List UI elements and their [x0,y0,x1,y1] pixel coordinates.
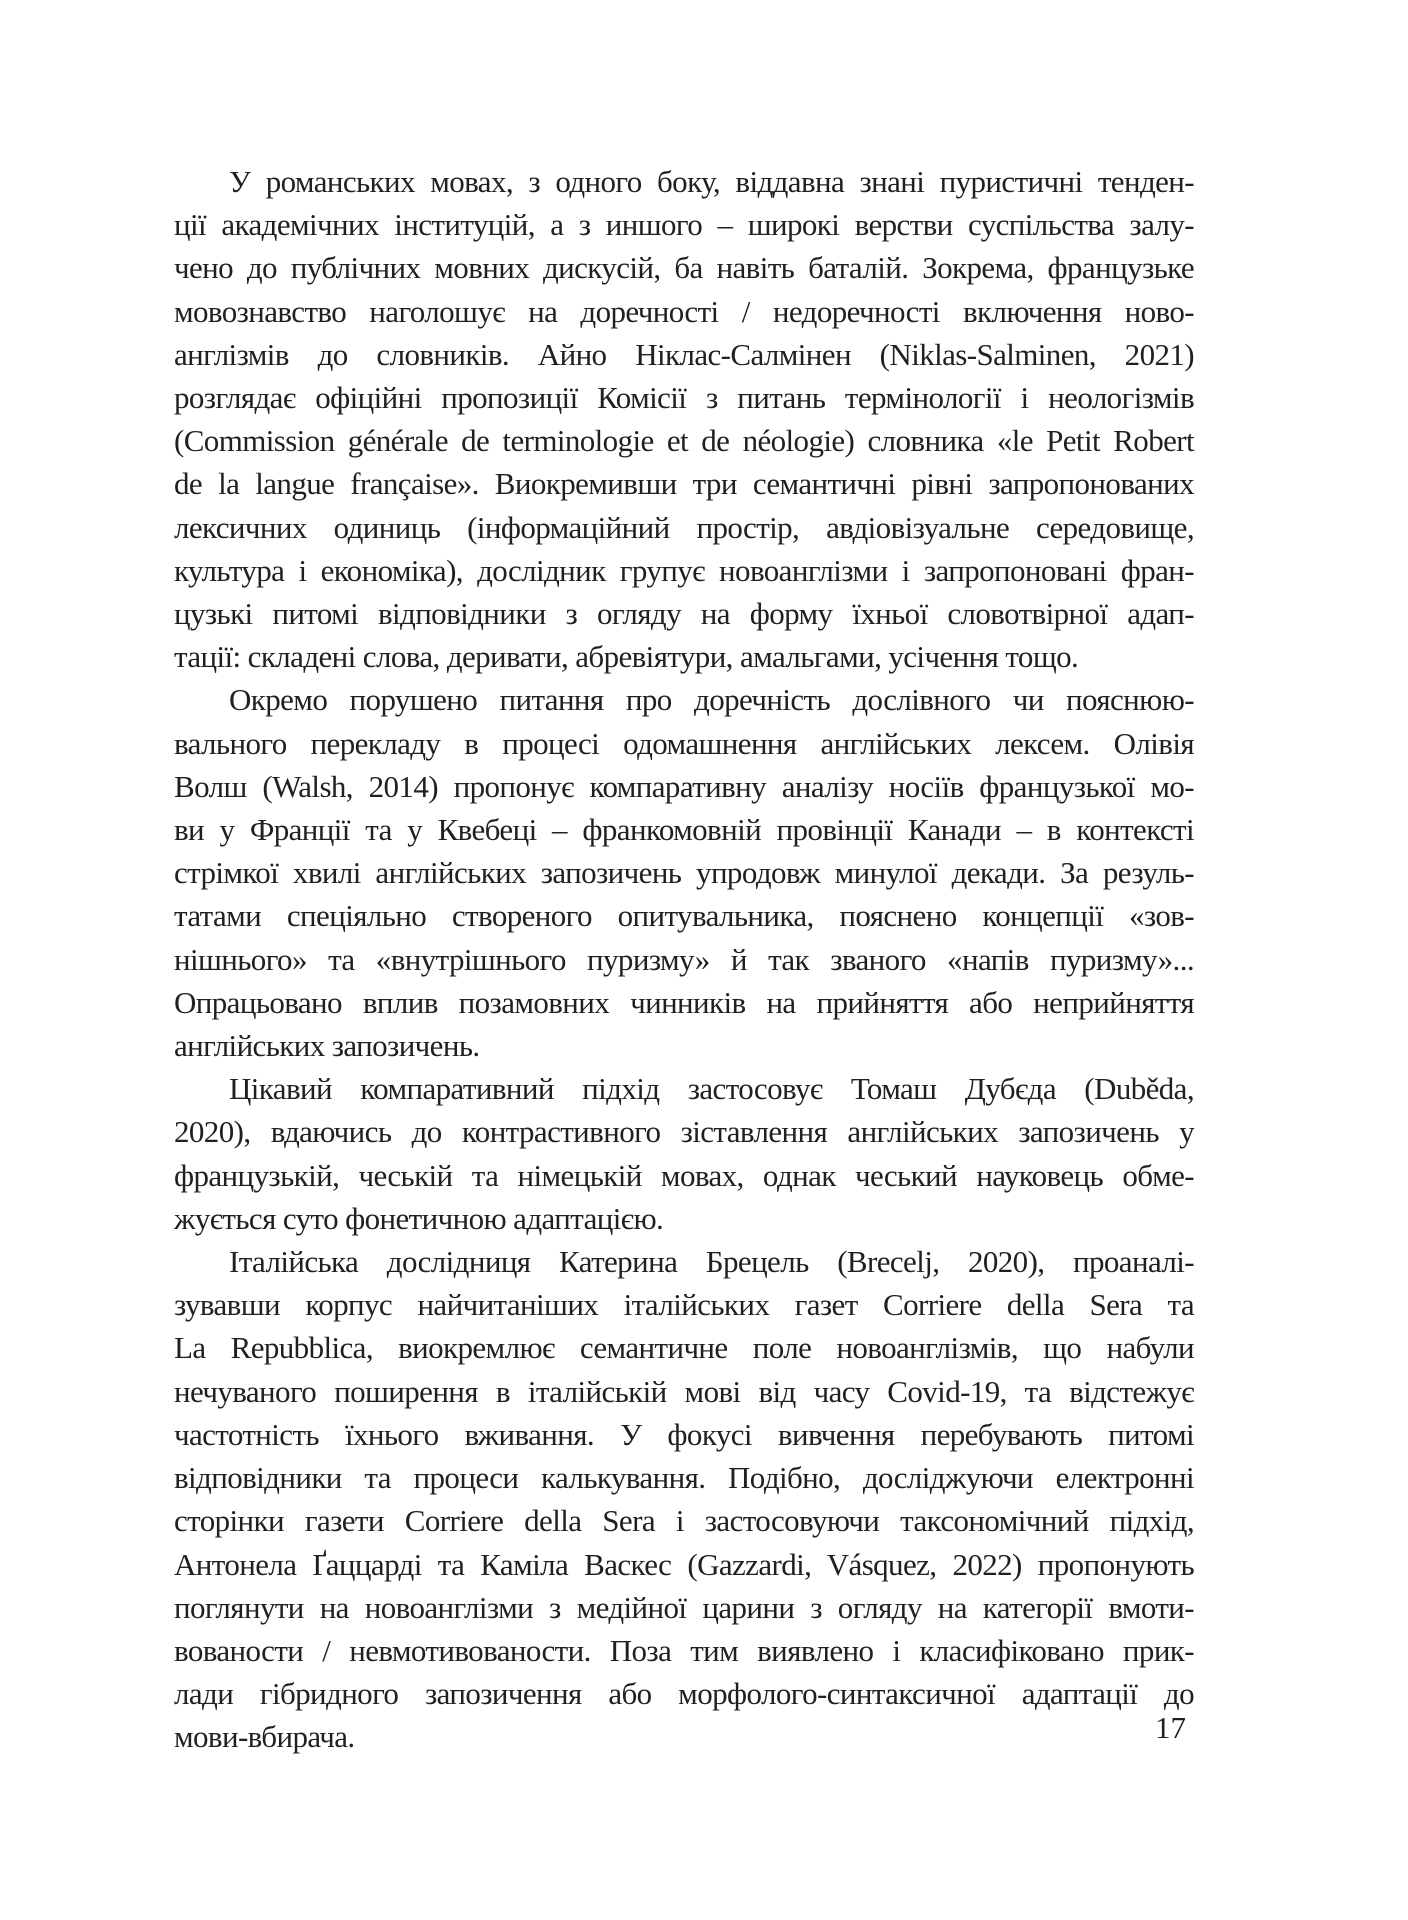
text-line: ції академічних інституцій, а з иншого – широкі верстви суспільства залу- [174,207,1194,243]
document-page [174,160,1194,1759]
text-line: нішнього» та «внутрішнього пуризму» й так званого «напів пуризму»... [174,941,1194,977]
text-line: відповідники та процеси калькування. Подібно, досліджуючи електронні [174,1460,1194,1496]
text-line: лексичних одиниць (інформаційний простір, авдіовізуальне середовище, [174,509,1194,545]
text-line: розглядає офіційні пропозиції Комісії з питань термінології і неологізмів [174,380,1194,416]
paragraph-4 [174,1240,1194,1758]
text-line: сторінки газети Corriere della Sera і застосовуючи таксономічний підхід, [174,1503,1194,1539]
text-line: Окремо порушено питання про доречність дослівного чи пояснюю- [229,682,1194,718]
text-line: мовознавство наголошує на доречності / недоречності включення ново- [174,293,1194,329]
text-line: лади гібридного запозичення або морфолого-синтаксичної адаптації до [174,1676,1194,1712]
page-number: 17 [1155,1710,1186,1745]
text-line: 2020), вдаючись до контрастивного зіставлення англійських запозичень у [174,1114,1194,1150]
text-line: цузькі питомі відповідники з огляду на форму їхньої словотвірної адап- [174,596,1194,632]
text-line: Італійська дослідниця Катерина Брецель (Brecelj, 2020), проаналі- [229,1244,1194,1280]
paragraph-3 [174,1067,1194,1240]
text-line: стрімкої хвилі англійських запозичень упродовж минулої декади. За резуль- [174,855,1194,891]
text-line: (Commission générale de terminologie et de néologie) словника «le Petit Robert [174,423,1194,459]
text-line: англізмів до словників. Айно Ніклас-Салмінен (Niklas-Salminen, 2021) [174,336,1194,372]
text-line: Антонела Ґаццарді та Каміла Васкес (Gazzardi, Vásquez, 2022) пропонують [174,1546,1194,1582]
text-line: жується суто фонетичною адаптацією. [174,1200,664,1236]
paragraph-1 [174,160,1194,678]
text-line: зувавши корпус найчитаніших італійських газет Corriere della Sera та [174,1287,1194,1323]
text-line: La Repubblica, виокремлює семантичне поле новоанглізмів, що набули [174,1330,1194,1366]
text-line: Цікавий компаративний підхід застосовує Томаш Дубєда (Duběda, [229,1071,1194,1107]
text-line: de la langue française». Виокремивши три семантичні рівні запропонованих [174,466,1194,502]
text-line: нечуваного поширення в італійській мові від часу Covid-19, та відстежує [174,1373,1194,1409]
text-line: французькій, чеській та німецькій мовах, однак чеський науковець обме- [174,1157,1194,1193]
paragraph-2 [174,678,1194,1067]
text-line: мови-вбирача. [174,1719,355,1755]
text-line: Волш (Walsh, 2014) пропонує компаративну аналізу носіїв французької мо- [174,768,1194,804]
text-line: частотність їхнього вживання. У фокусі вивчення перебувають питомі [174,1416,1194,1452]
text-line: тації: складені слова, деривати, абревіятури, амальгами, усічення тощо. [174,639,1079,675]
text-line: вального перекладу в процесі одомашнення англійських лексем. Олівія [174,725,1194,761]
text-line: вованости / невмотивованости. Поза тим виявлено і класифіковано прик- [174,1632,1194,1668]
text-line: чено до публічних мовних дискусій, ба навіть баталій. Зокрема, французьке [174,250,1194,286]
text-line: Опрацьовано вплив позамовних чинників на прийняття або неприйняття [174,984,1194,1020]
text-line: поглянути на новоанглізми з медійної царини з огляду на категорії вмоти- [174,1589,1194,1625]
text-line: У романських мовах, з одного боку, віддавна знані пуристичні тенден- [229,164,1194,199]
text-line: культура і економіка), дослідник групує новоанглізми і запропоновані фран- [174,552,1194,588]
text-line: ви у Франції та у Квебеці – франкомовній провінції Канади – в контексті [174,812,1194,848]
text-line: англійських запозичень. [174,1028,480,1064]
text-line: татами спеціяльно створеного опитувальника, пояснено концепції «зов- [174,898,1194,934]
